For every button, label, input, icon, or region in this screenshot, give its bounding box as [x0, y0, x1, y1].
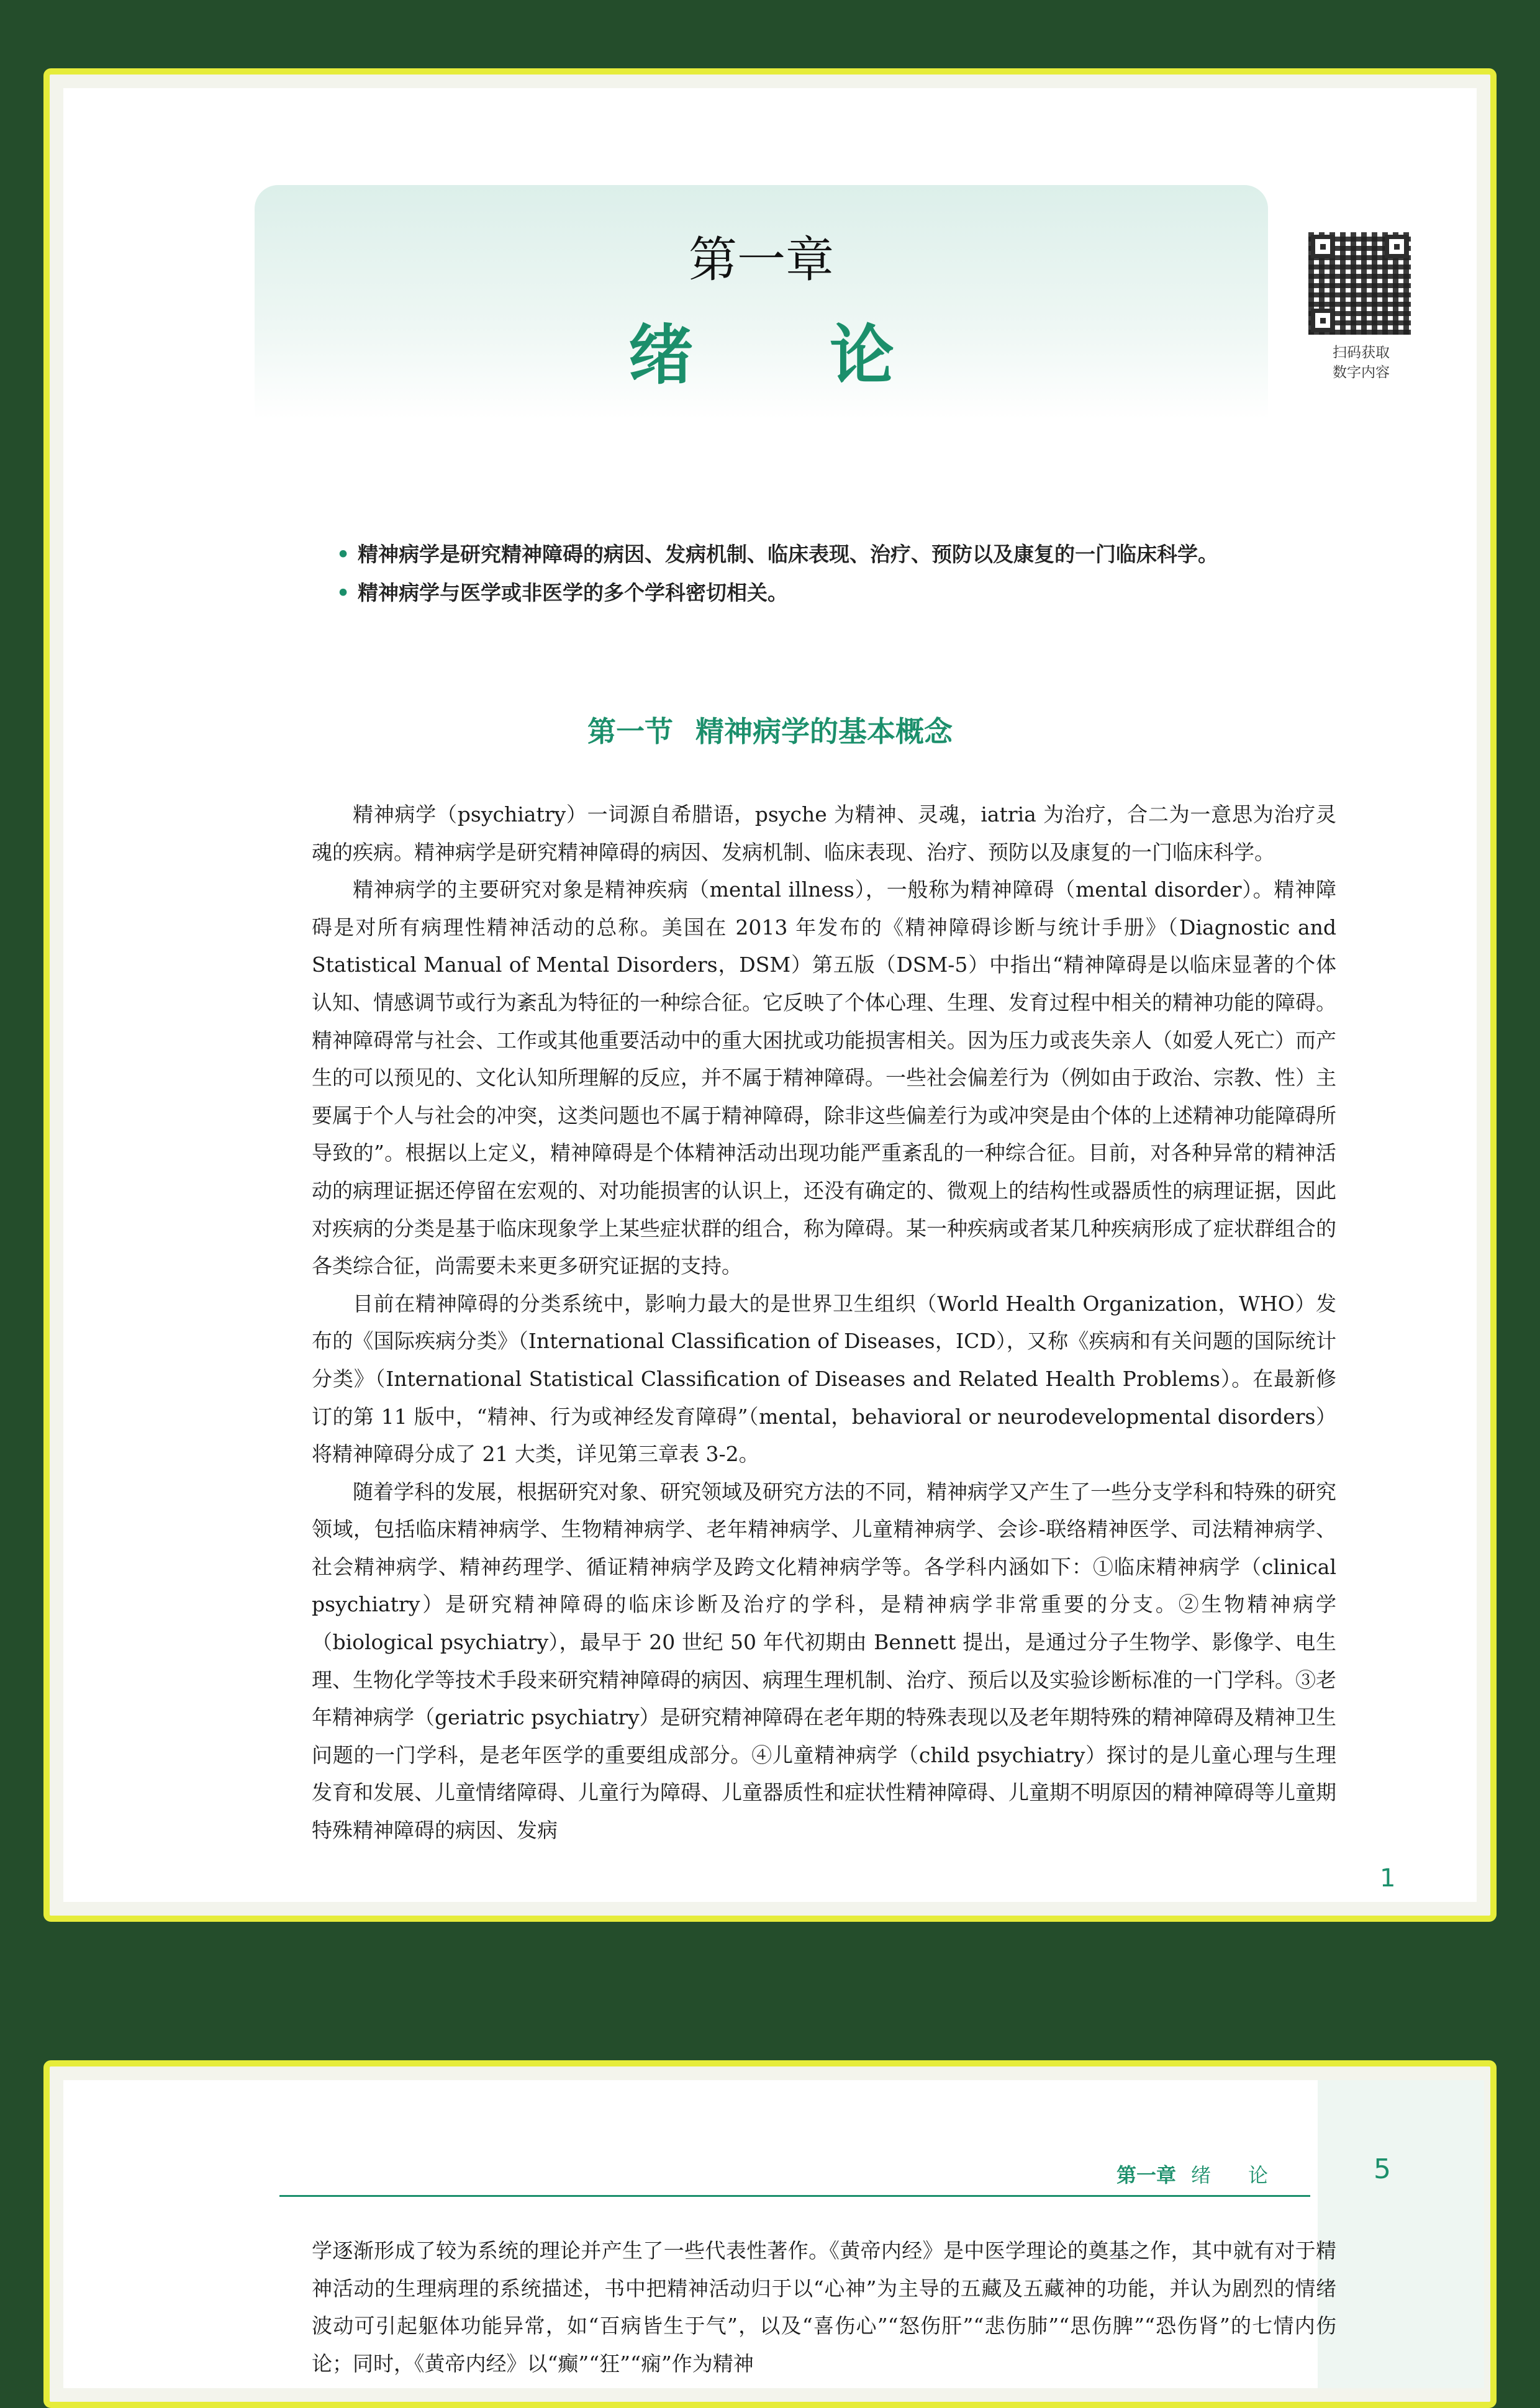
qr-caption-line-1: 扫码获取 [1333, 345, 1390, 361]
page-1 [43, 68, 1497, 1922]
key-points [337, 535, 1380, 612]
qr-caption [1299, 343, 1423, 382]
paragraph: 精神病学（psychiatry）一词源自希腊语，psyche 为精神、灵魂，iatria 为治疗，合二为一意思为治疗灵魂的疾病。精神病学是研究精神障碍的病因、发病机制、临床表现、治疗、预防以及康复的一门临床科学。 [312, 802, 1336, 864]
body-text [312, 2232, 1336, 2383]
chapter-title: 绪论 [628, 317, 1031, 393]
running-header-label: 第一章 [1116, 2163, 1176, 2187]
page-2-paper [63, 2080, 1477, 2388]
header-rule [279, 2195, 1310, 2197]
page-number: 1 [1380, 1864, 1396, 1893]
qr-code-icon[interactable] [1308, 232, 1411, 335]
bullet-icon: • [337, 542, 350, 566]
section-title: 精神病学的基本概念 [695, 715, 953, 748]
paragraph: 目前在精神障碍的分类系统中，影响力最大的是世界卫生组织（World Health Organization，WHO）发布的《国际疾病分类》（International Classification of Diseases，ICD），又称《疾病和有关问题的国际统计分类》（International Statistical Classification of Diseases and Related Health Problems）。在最新修订的第 11 版中，“精神、行为或神经发育障碍”（mental，behavioral or neurodevelopmental disorders）将精神障碍分成了 21 大类，详见第三章表 3-2。 [312, 1291, 1336, 1467]
section-heading [63, 709, 1477, 750]
key-point-text: 精神病学与医学或非医学的多个学科密切相关。 [358, 581, 788, 605]
key-point [337, 535, 1380, 574]
section-number: 第一节 [587, 715, 673, 748]
chapter-number: 第一章 [688, 232, 834, 288]
page-2 [43, 2060, 1497, 2408]
chapter-banner [255, 185, 1268, 420]
paragraph: 精神病学的主要研究对象是精神疾病（mental illness），一般称为精神障碍（mental disorder）。精神障碍是对所有病理性精神活动的总称。美国在 2013 年发布的《精神障碍诊断与统计手册》（Diagnostic and Statistical Manual of Mental Disorders，DSM）第五版（DSM-5）中指出“精神障碍是以临床显著的个体认知、情感调节或行为紊乱为特征的一种综合征。它反映了个体心理、生理、发育过程中相关的精神功能的障碍。精神障碍常与社会、工作或其他重要活动中的重大困扰或功能损害相关。因为压力或丧失亲人（如爱人死亡）而产生的可以预见的、文化认知所理解的反应，并不属于精神障碍。一些社会偏差行为（例如由于政治、宗教、性）主要属于个人与社会的冲突，这类问题也不属于精神障碍，除非这些偏差行为或冲突是由个体的上述精神功能障碍所导致的”。根据以上定义，精神障碍是个体精神活动出现功能严重紊乱的一种综合征。目前，对各种异常的精神活动的病理证据还停留在宏观的、对功能损害的认识上，还没有确定的、微观上的结构性或器质性的病理证据，因此对疾病的分类是基于临床现象学上某些症状群的组合，称为障碍。某一种疾病或者某几种疾病形成了症状群组合的各类综合征，尚需要未来更多研究证据的支持。 [312, 877, 1336, 1279]
paragraph: 随着学科的发展，根据研究对象、研究领域及研究方法的不同，精神病学又产生了一些分支学科和特殊的研究领域，包括临床精神病学、生物精神病学、老年精神病学、儿童精神病学、会诊-联络精神医学、司法精神病学、社会精神病学、精神药理学、循证精神病学及跨文化精神病学等。各学科内涵如下：①临床精神病学（clinical psychiatry）是研究精神障碍的临床诊断及治疗的学科，是精神病学非常重要的分支。②生物精神病学（biological psychiatry），最早于 20 世纪 50 年代初期由 Bennett 提出，是通过分子生物学、影像学、电生理、生物化学等技术手段来研究精神障碍的病因、病理生理机制、治疗、预后以及实验诊断标准的一门学科。③老年精神病学（geriatric psychiatry）是研究精神障碍在老年期的特殊表现以及老年期特殊的精神障碍及精神卫生问题的一门学科，是老年医学的重要组成部分。④儿童精神病学（child psychiatry）探讨的是儿童心理与生理发育和发展、儿童情绪障碍、儿童行为障碍、儿童器质性和症状性精神障碍、儿童期不明原因的精神障碍等儿童期特殊精神障碍的病因、发病 [312, 1479, 1336, 1843]
key-point [337, 574, 1380, 612]
page-number: 5 [1374, 2153, 1391, 2185]
key-point-text: 精神病学是研究精神障碍的病因、发病机制、临床表现、治疗、预防以及康复的一门临床科学。 [358, 542, 1218, 566]
page-1-paper [63, 88, 1477, 1902]
qr-caption-line-2: 数字内容 [1333, 364, 1390, 381]
running-header-chapter: 绪论 [1190, 2163, 1305, 2187]
paragraph: 学逐渐形成了较为系统的理论并产生了一些代表性著作。《黄帝内经》是中医学理论的奠基之作，其中就有对于精神活动的生理病理的系统描述，书中把精神活动归于以“心神”为主导的五藏及五藏神的功能，并认为剧烈的情绪波动可引起躯体功能异常，如“百病皆生于气”，以及“喜伤心”“怒伤肝”“悲伤肺”“思伤脾”“恐伤肾”的七情内伤论；同时，《黄帝内经》以“癫”“狂”“痫”作为精神 [312, 2238, 1336, 2376]
margin-shade [1318, 2080, 1484, 2388]
running-header [1026, 2160, 1305, 2188]
bullet-icon: • [337, 581, 350, 605]
body-text [312, 796, 1336, 1850]
